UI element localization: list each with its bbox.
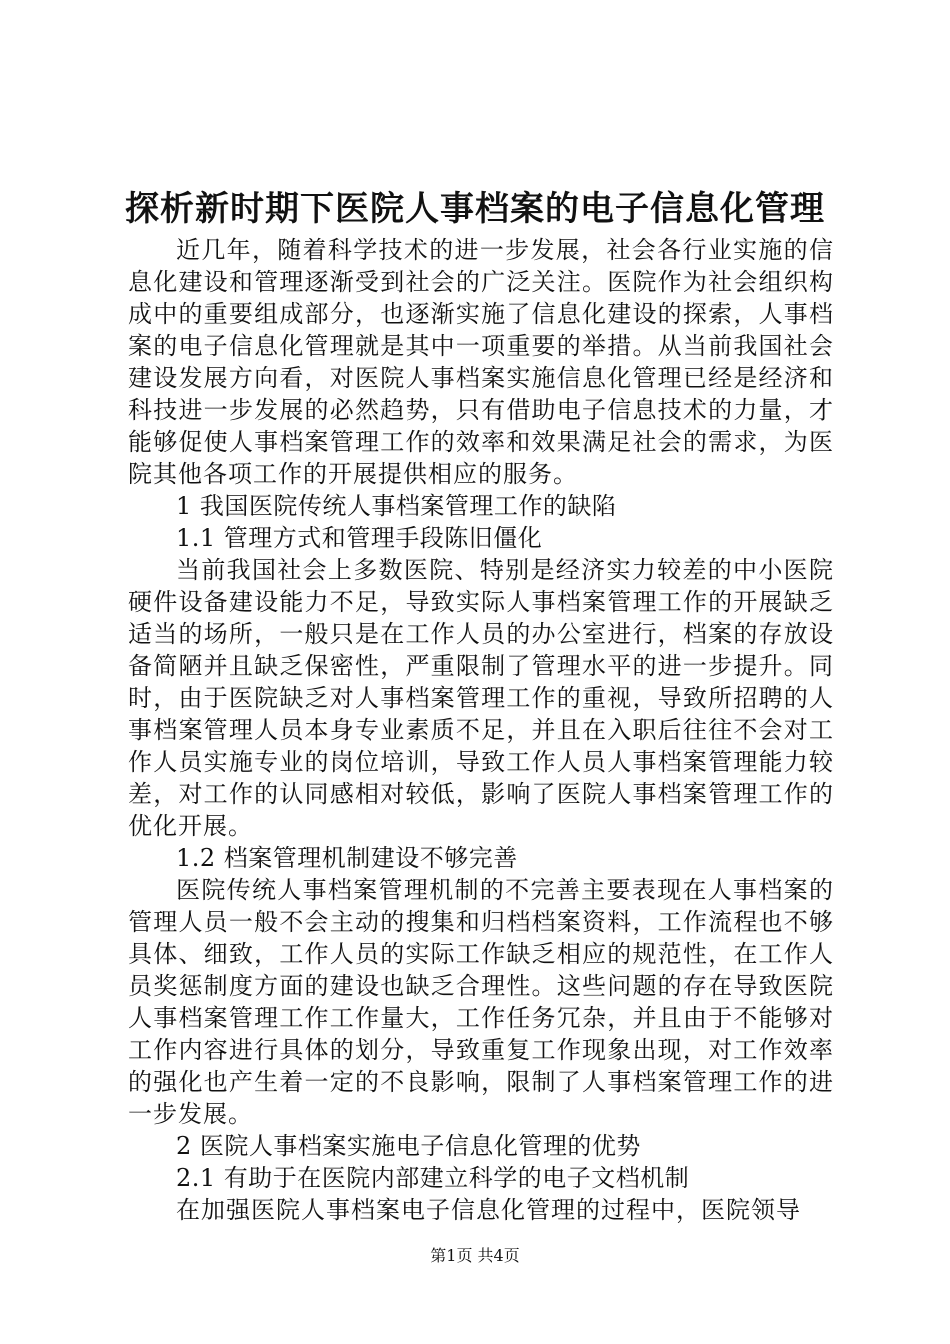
section-2-1-heading: 2.1 有助于在医院内部建立科学的电子文档机制 [176, 1164, 690, 1192]
section-1-2-paragraph: 医院传统人事档案管理机制的不完善主要表现在人事档案的管理人员一般不会主动的搜集和归档档案资料，工作流程也不够具体、细致，工作人员的实际工作缺乏相应的规范性，在工作人员奖惩制度方面的建设也缺乏合理性。这些问题的存在导致医院人事档案管理工作工作量大，工作任务冗杂，并且由于不能够对工作内容进行具体的划分，导致重复工作现象出现，对工作效率的强化也产生着一定的不良影响，限制了人事档案管理工作的进一步发展。 [128, 876, 834, 1128]
section-1-1-heading: 1.1 管理方式和管理手段陈旧僵化 [176, 524, 543, 552]
section-1-2-heading: 1.2 档案管理机制建设不够完善 [176, 844, 518, 872]
section-1-heading: 1 我国医院传统人事档案管理工作的缺陷 [176, 492, 617, 520]
page-footer: 第1页 共4页 [430, 1246, 520, 1265]
section-2-1-paragraph: 在加强医院人事档案电子信息化管理的过程中，医院领导 [176, 1196, 801, 1224]
section-1-1-paragraph: 当前我国社会上多数医院、特别是经济实力较差的中小医院硬件设备建设能力不足，导致实际人事档案管理工作的开展缺乏适当的场所，一般只是在工作人员的办公室进行，档案的存放设备简陋并且缺乏保密性，严重限制了管理水平的进一步提升。同时，由于医院缺乏对人事档案管理工作的重视，导致所招聘的人事档案管理人员本身专业素质不足，并且在入职后往往不会对工作人员实施专业的岗位培训，导致工作人员人事档案管理能力较差，对工作的认同感相对较低，影响了医院人事档案管理工作的优化开展。 [128, 556, 834, 840]
document-title: 探析新时期下医院人事档案的电子信息化管理 [125, 189, 825, 229]
intro-paragraph: 近几年，随着科学技术的进一步发展，社会各行业实施的信息化建设和管理逐渐受到社会的广泛关注。医院作为社会组织构成中的重要组成部分，也逐渐实施了信息化建设的探索，人事档案的电子信息化管理就是其中一项重要的举措。从当前我国社会建设发展方向看，对医院人事档案实施信息化管理已经是经济和科技进一步发展的必然趋势，只有借助电子信息技术的力量，才能够促使人事档案管理工作的效率和效果满足社会的需求，为医院其他各项工作的开展提供相应的服务。 [128, 236, 834, 488]
section-2-heading: 2 医院人事档案实施电子信息化管理的优势 [176, 1132, 641, 1160]
document-body [128, 234, 834, 1226]
